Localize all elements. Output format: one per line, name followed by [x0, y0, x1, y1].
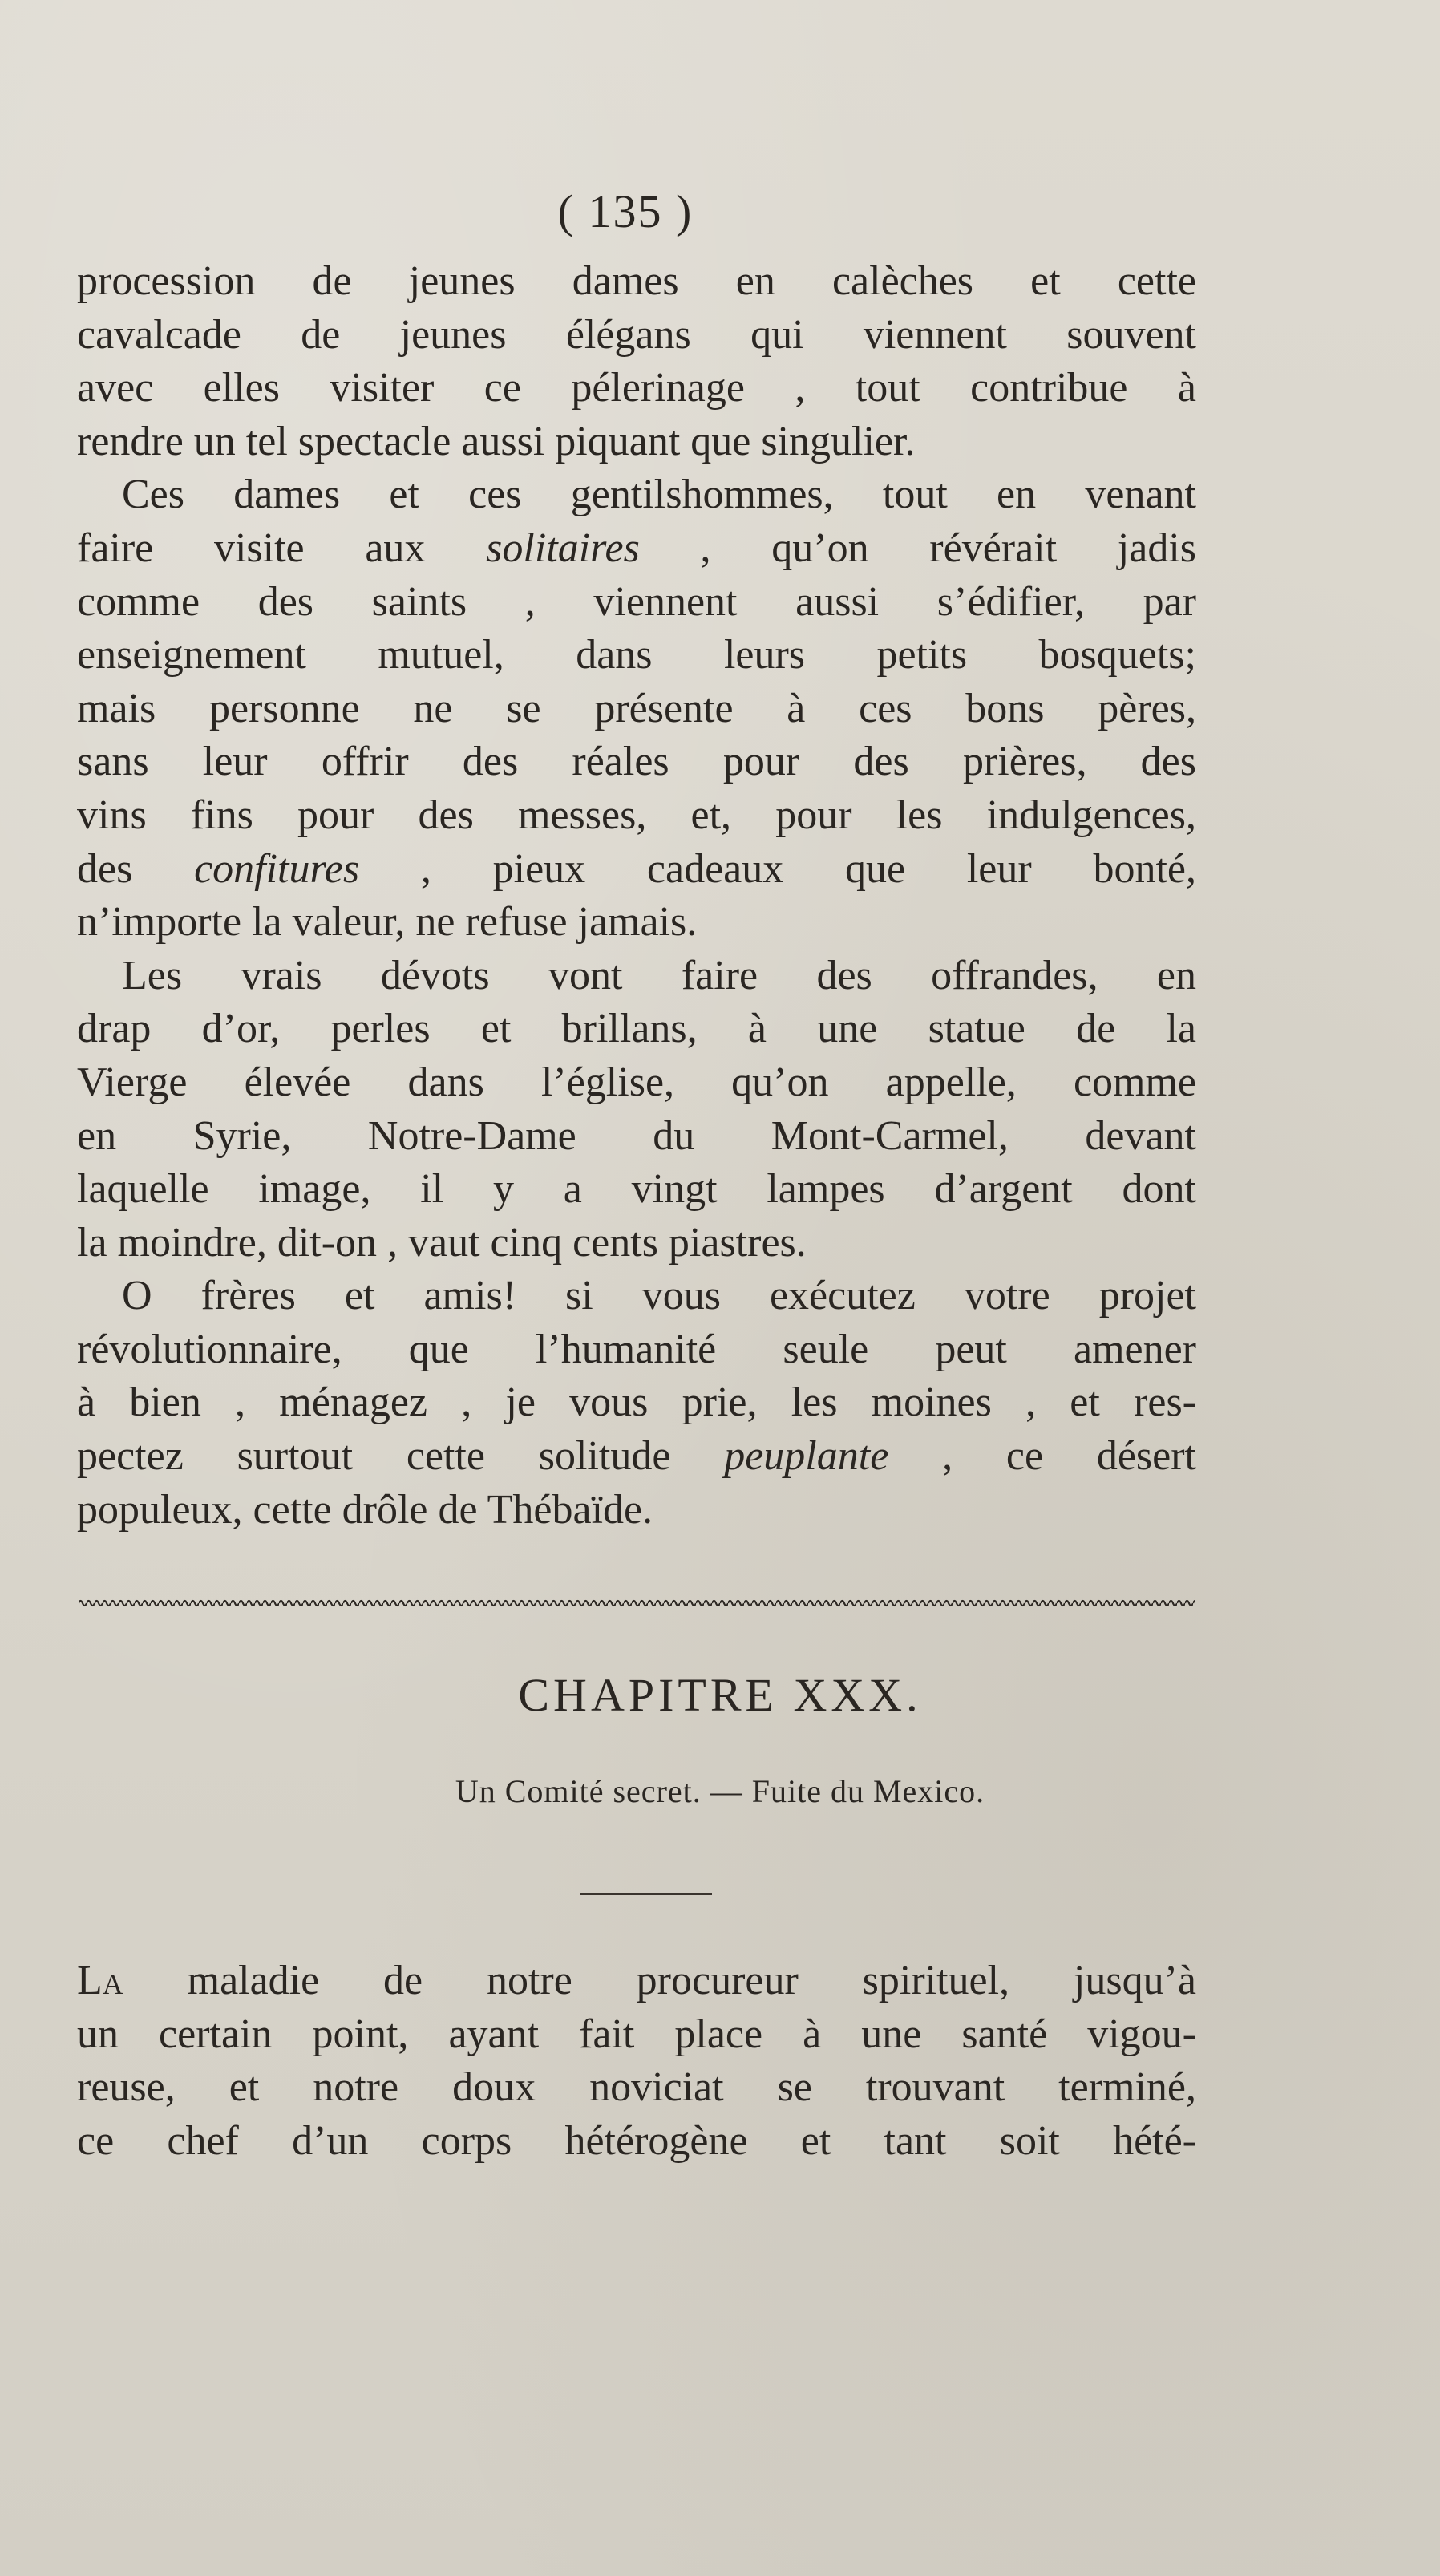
- text-fragment: , ce désert: [888, 1433, 1196, 1480]
- text-line: [77, 1430, 1196, 1484]
- text-fragment: pectez surtout cette solitude: [77, 1433, 725, 1480]
- chapter-subtitle: Un Comité secret. — Fuite du Mexico.: [455, 1773, 985, 1809]
- page-number: ( 135 ): [557, 185, 694, 237]
- text-line: [77, 1954, 1196, 2008]
- text-line: rendre un tel spectacle aussi piquant que singulier.: [77, 418, 916, 464]
- text-line: ce chef d’un corps hétérogène et tant soit hété-: [77, 2117, 1196, 2164]
- text-line: cavalcade de jeunes élégans qui viennent souvent: [77, 311, 1196, 358]
- text-fragment: maladie de notre procureur spirituel, jusqu’à: [123, 1958, 1196, 2003]
- italic-word: confitures: [194, 845, 360, 892]
- text-line: drap d’or, perles et brillans, à une statue de la: [77, 1006, 1196, 1052]
- text-line: n’importe la valeur, ne refuse jamais.: [77, 899, 698, 946]
- text-line: Vierge élevée dans l’église, qu’on appelle, comme: [77, 1059, 1196, 1105]
- text-line: vins fins pour des messes, et, pour les indulgences,: [77, 792, 1196, 838]
- text-line: reuse, et notre doux noviciat se trouvant terminé,: [77, 2064, 1196, 2111]
- text-line: comme des saints , viennent aussi s’édifier, par: [77, 578, 1196, 625]
- text-line: O frères et amis! si vous exécutez votre projet: [122, 1273, 1196, 1319]
- chapter-text-block: [77, 1954, 1196, 2168]
- text-line: Les vrais dévots vont faire des offrandes, en: [122, 952, 1196, 998]
- text-line: populeux, cette drôle de Thébaïde.: [77, 1486, 653, 1533]
- text-fragment: faire visite aux: [77, 525, 487, 571]
- chapter-title: CHAPITRE XXX.: [518, 1669, 922, 1721]
- section-divider: [580, 1893, 712, 1895]
- text-fragment: des: [77, 845, 195, 892]
- text-line: mais personne ne se présente à ces bons pères,: [77, 685, 1196, 731]
- text-line: révolutionnaire, que l’humanité seule peut amener: [77, 1326, 1196, 1372]
- text-line: enseignement mutuel, dans leurs petits bosquets;: [77, 632, 1196, 678]
- italic-word: peuplante: [724, 1433, 889, 1480]
- drop-cap: La: [77, 1958, 123, 2003]
- text-line: en Syrie, Notre-Dame du Mont-Carmel, devant: [77, 1112, 1196, 1159]
- text-line: procession de jeunes dames en calèches et cette: [77, 258, 1196, 304]
- text-line: à bien , ménagez , je vous prie, les moines , et res-: [77, 1379, 1196, 1426]
- text-line: un certain point, ayant fait place à une santé vigou-: [77, 2011, 1196, 2057]
- text-fragment: , qu’on révérait jadis: [639, 525, 1196, 571]
- text-line: [77, 843, 1196, 897]
- ornamental-separator: [79, 1596, 1195, 1610]
- text-line: laquelle image, il y a vingt lampes d’argent dont: [77, 1166, 1196, 1213]
- text-line: sans leur offrir des réales pour des prières, des: [77, 739, 1196, 785]
- main-text-block: [77, 255, 1196, 1537]
- text-line: avec elles visiter ce pélerinage , tout contribue à: [77, 365, 1196, 411]
- italic-word: solitaires: [486, 525, 640, 571]
- text-line: [77, 522, 1196, 576]
- text-line: Ces dames et ces gentilshommes, tout en venant: [122, 472, 1196, 518]
- text-line: la moindre, dit-on , vaut cinq cents piastres.: [77, 1219, 807, 1266]
- text-fragment: , pieux cadeaux que leur bonté,: [359, 845, 1196, 892]
